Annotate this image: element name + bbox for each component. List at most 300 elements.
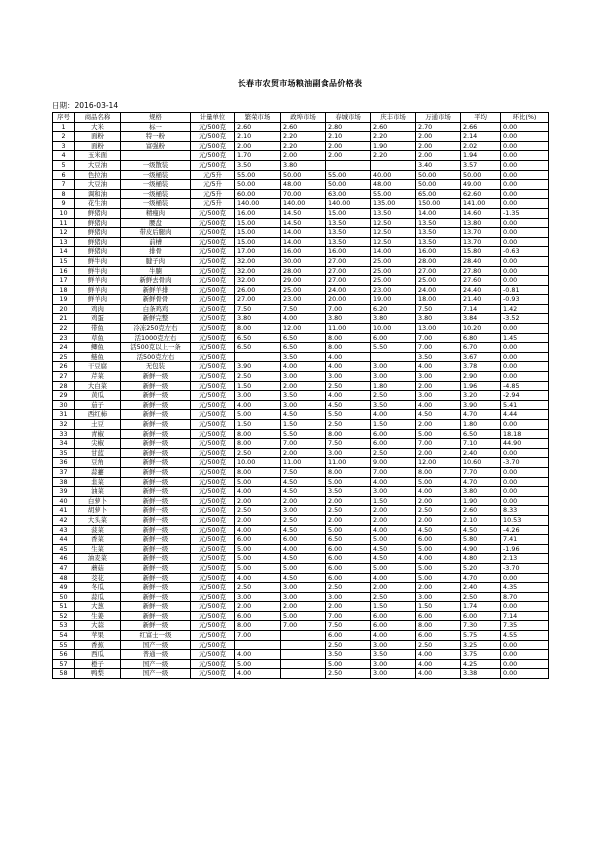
table-row — [53, 324, 549, 334]
unit-cell: 元/500克 — [191, 496, 235, 506]
price-zhengbu-cell: 4.50 — [281, 573, 326, 583]
price-qingfeng-cell: 5.00 — [371, 563, 416, 573]
price-fanrong-cell: 4.00 — [235, 400, 281, 410]
change-percent-cell: 0.00 — [501, 602, 549, 612]
table-row — [53, 352, 549, 362]
price-chuncheng-cell: 7.00 — [326, 304, 371, 314]
price-zhengbu-cell — [281, 659, 326, 669]
row-index-cell: 54 — [53, 631, 75, 641]
price-average-cell: 4.70 — [461, 573, 501, 583]
price-zhengbu-cell: 2.50 — [281, 515, 326, 525]
change-percent-cell: -0.93 — [501, 295, 549, 305]
spec-cell: 腱子肉 — [121, 256, 191, 266]
price-zhengbu-cell: 3.00 — [281, 400, 326, 410]
unit-cell: 元/500克 — [191, 611, 235, 621]
price-chuncheng-cell: 3.00 — [326, 448, 371, 458]
price-qingfeng-cell: 4.00 — [371, 525, 416, 535]
row-index-cell: 39 — [53, 487, 75, 497]
price-qingfeng-cell: 2.00 — [371, 506, 416, 516]
price-qingfeng-cell: 3.00 — [371, 659, 416, 669]
price-fanrong-cell: 32.00 — [235, 256, 281, 266]
row-index-cell: 50 — [53, 592, 75, 602]
spec-cell: 新鲜一级 — [121, 372, 191, 382]
price-average-cell: 3.78 — [461, 362, 501, 372]
spec-cell — [121, 151, 191, 161]
spec-cell: 新鲜一级 — [121, 429, 191, 439]
price-chuncheng-cell: 6.00 — [326, 563, 371, 573]
header-cell: 庆丰市场 — [371, 113, 416, 123]
price-average-cell: 10.20 — [461, 324, 501, 334]
row-index-cell: 15 — [53, 256, 75, 266]
product-name-cell: 茭花 — [75, 573, 121, 583]
price-chuncheng-cell: 20.00 — [326, 295, 371, 305]
unit-cell: 元/500克 — [191, 228, 235, 238]
price-average-cell: 7.30 — [461, 621, 501, 631]
spec-cell: 新鲜一级 — [121, 563, 191, 573]
change-percent-cell: 0.00 — [501, 659, 549, 669]
unit-cell: 元/500克 — [191, 266, 235, 276]
price-chuncheng-cell: 4.50 — [326, 400, 371, 410]
price-chuncheng-cell: 27.00 — [326, 266, 371, 276]
spec-cell: 精瘦肉 — [121, 208, 191, 218]
change-percent-cell: 0.00 — [501, 343, 549, 353]
price-chuncheng-cell: 6.50 — [326, 535, 371, 545]
change-percent-cell: 0.00 — [501, 266, 549, 276]
spec-cell: 国产一级 — [121, 669, 191, 679]
price-zhengbu-cell: 12.00 — [281, 324, 326, 334]
spec-cell: 新鲜一级 — [121, 515, 191, 525]
price-qingfeng-cell: 2.20 — [371, 151, 416, 161]
row-index-cell: 2 — [53, 132, 75, 142]
change-percent-cell: 8.33 — [501, 506, 549, 516]
spec-cell: 新鲜一级 — [121, 496, 191, 506]
change-percent-cell: 4.35 — [501, 583, 549, 593]
spec-cell: 新鲜一级 — [121, 506, 191, 516]
price-average-cell: 3.80 — [461, 487, 501, 497]
change-percent-cell: 0.00 — [501, 180, 549, 190]
price-average-cell: 2.40 — [461, 448, 501, 458]
price-average-cell: 1.90 — [461, 496, 501, 506]
spec-cell: 新鲜一级 — [121, 381, 191, 391]
price-qingfeng-cell: 4.50 — [371, 554, 416, 564]
price-qingfeng-cell: 40.00 — [371, 170, 416, 180]
price-chuncheng-cell: 5.00 — [326, 659, 371, 669]
table-row — [53, 218, 549, 228]
price-zhengbu-cell — [281, 650, 326, 660]
table-row — [53, 208, 549, 218]
price-average-cell: 5.75 — [461, 631, 501, 641]
price-wantong-cell: 150.00 — [416, 199, 461, 209]
spec-cell: 新鲜一级 — [121, 477, 191, 487]
product-name-cell: 蘑菇 — [75, 563, 121, 573]
spec-cell: 新鲜羊排 — [121, 285, 191, 295]
price-average-cell: 7.70 — [461, 467, 501, 477]
price-chuncheng-cell: 11.00 — [326, 458, 371, 468]
product-name-cell: 西瓜 — [75, 650, 121, 660]
header-cell: 计量单位 — [191, 113, 235, 123]
table-row — [53, 515, 549, 525]
row-index-cell: 16 — [53, 266, 75, 276]
header-cell: 规格 — [121, 113, 191, 123]
change-percent-cell: 0.00 — [501, 640, 549, 650]
change-percent-cell: 7.14 — [501, 611, 549, 621]
price-zhengbu-cell: 4.50 — [281, 410, 326, 420]
price-fanrong-cell: 32.00 — [235, 266, 281, 276]
change-percent-cell: 0.00 — [501, 487, 549, 497]
price-chuncheng-cell: 4.00 — [326, 391, 371, 401]
price-chuncheng-cell: 2.50 — [326, 669, 371, 679]
price-qingfeng-cell: 3.00 — [371, 372, 416, 382]
product-name-cell: 调和油 — [75, 189, 121, 199]
spec-cell: 富强粉 — [121, 141, 191, 151]
price-wantong-cell: 4.00 — [416, 487, 461, 497]
price-qingfeng-cell: 6.00 — [371, 611, 416, 621]
price-chuncheng-cell: 6.00 — [326, 573, 371, 583]
price-average-cell: 3.75 — [461, 650, 501, 660]
product-name-cell: 橙子 — [75, 659, 121, 669]
unit-cell: 元/500克 — [191, 285, 235, 295]
unit-cell: 元/500克 — [191, 237, 235, 247]
price-chuncheng-cell: 3.80 — [326, 314, 371, 324]
price-chuncheng-cell: 13.50 — [326, 218, 371, 228]
product-name-cell: 鲜牛肉 — [75, 256, 121, 266]
change-percent-cell: 4.55 — [501, 631, 549, 641]
unit-cell: 元/500克 — [191, 333, 235, 343]
product-name-cell: 鲜猪肉 — [75, 228, 121, 238]
product-name-cell: 玉米面 — [75, 151, 121, 161]
spec-cell: 新鲜去骨肉 — [121, 276, 191, 286]
price-chuncheng-cell: 11.00 — [326, 324, 371, 334]
price-average-cell: 1.80 — [461, 420, 501, 430]
price-chuncheng-cell: 3.00 — [326, 592, 371, 602]
spec-cell: 带皮后腿肉 — [121, 228, 191, 238]
price-fanrong-cell: 3.90 — [235, 362, 281, 372]
unit-cell: 元/5升 — [191, 199, 235, 209]
price-chuncheng-cell: 7.00 — [326, 611, 371, 621]
row-index-cell: 48 — [53, 573, 75, 583]
price-average-cell: 3.90 — [461, 400, 501, 410]
product-name-cell: 鲜猪肉 — [75, 218, 121, 228]
price-chuncheng-cell: 2.50 — [326, 381, 371, 391]
price-wantong-cell: 65.00 — [416, 189, 461, 199]
row-index-cell: 35 — [53, 448, 75, 458]
unit-cell: 元/500克 — [191, 458, 235, 468]
product-name-cell: 大豆油 — [75, 160, 121, 170]
row-index-cell: 20 — [53, 304, 75, 314]
price-zhengbu-cell: 2.00 — [281, 602, 326, 612]
price-wantong-cell: 50.00 — [416, 170, 461, 180]
price-zhengbu-cell: 6.50 — [281, 343, 326, 353]
row-index-cell: 27 — [53, 372, 75, 382]
table-row — [53, 496, 549, 506]
price-zhengbu-cell: 25.00 — [281, 285, 326, 295]
price-qingfeng-cell: 3.50 — [371, 650, 416, 660]
price-zhengbu-cell: 7.00 — [281, 621, 326, 631]
unit-cell: 元/500克 — [191, 410, 235, 420]
product-name-cell: 香菜 — [75, 535, 121, 545]
spec-cell: 特一粉 — [121, 132, 191, 142]
spec-cell: 国产一级 — [121, 640, 191, 650]
price-qingfeng-cell: 6.00 — [371, 333, 416, 343]
product-name-cell: 大米 — [75, 122, 121, 132]
price-qingfeng-cell: 19.00 — [371, 295, 416, 305]
price-average-cell: 3.25 — [461, 640, 501, 650]
price-zhengbu-cell — [281, 669, 326, 679]
price-average-cell: 1.74 — [461, 602, 501, 612]
spec-cell: 一级桶装 — [121, 170, 191, 180]
product-name-cell: 油麦菜 — [75, 554, 121, 564]
change-percent-cell: 0.00 — [501, 122, 549, 132]
price-fanrong-cell: 1.50 — [235, 420, 281, 430]
change-percent-cell: 0.00 — [501, 420, 549, 430]
table-body — [53, 122, 549, 678]
spec-cell: 新鲜一级 — [121, 410, 191, 420]
price-wantong-cell: 2.00 — [416, 132, 461, 142]
row-index-cell: 52 — [53, 611, 75, 621]
unit-cell: 元/500克 — [191, 583, 235, 593]
price-qingfeng-cell: 5.00 — [371, 535, 416, 545]
spec-cell: 新鲜一级 — [121, 391, 191, 401]
spec-cell: 一级桶装 — [121, 180, 191, 190]
row-index-cell: 33 — [53, 429, 75, 439]
price-chuncheng-cell: 5.50 — [326, 410, 371, 420]
price-zhengbu-cell: 2.00 — [281, 381, 326, 391]
price-qingfeng-cell: 4.00 — [371, 477, 416, 487]
price-zhengbu-cell: 6.00 — [281, 535, 326, 545]
price-zhengbu-cell: 4.50 — [281, 487, 326, 497]
spec-cell: 腰盘 — [121, 218, 191, 228]
change-percent-cell: 0.00 — [501, 132, 549, 142]
product-name-cell: 鲫鱼 — [75, 343, 121, 353]
unit-cell: 元/500克 — [191, 640, 235, 650]
table-row — [53, 391, 549, 401]
price-wantong-cell: 4.00 — [416, 400, 461, 410]
price-qingfeng-cell: 3.00 — [371, 362, 416, 372]
price-qingfeng-cell: 2.60 — [371, 122, 416, 132]
price-chuncheng-cell: 2.00 — [326, 496, 371, 506]
price-average-cell: 4.90 — [461, 544, 501, 554]
unit-cell: 元/500克 — [191, 276, 235, 286]
change-percent-cell: 0.00 — [501, 170, 549, 180]
spec-cell: 活1000克左右 — [121, 333, 191, 343]
product-name-cell: 大白菜 — [75, 381, 121, 391]
spec-cell: 新鲜一级 — [121, 525, 191, 535]
price-chuncheng-cell: 2.10 — [326, 132, 371, 142]
price-wantong-cell: 24.00 — [416, 285, 461, 295]
price-fanrong-cell: 8.00 — [235, 429, 281, 439]
product-name-cell: 胡萝卜 — [75, 506, 121, 516]
price-average-cell: 27.80 — [461, 266, 501, 276]
row-index-cell: 17 — [53, 276, 75, 286]
row-index-cell: 53 — [53, 621, 75, 631]
price-wantong-cell: 27.00 — [416, 266, 461, 276]
unit-cell: 元/500克 — [191, 420, 235, 430]
spec-cell: 新鲜一级 — [121, 448, 191, 458]
price-wantong-cell: 4.00 — [416, 659, 461, 669]
price-chuncheng-cell: 7.50 — [326, 621, 371, 631]
change-percent-cell: -1.35 — [501, 208, 549, 218]
change-percent-cell: 0.00 — [501, 276, 549, 286]
spec-cell: 新鲜完整 — [121, 314, 191, 324]
header-cell: 序号 — [53, 113, 75, 123]
price-fanrong-cell: 2.10 — [235, 132, 281, 142]
change-percent-cell: 0.00 — [501, 237, 549, 247]
price-qingfeng-cell: 23.00 — [371, 285, 416, 295]
unit-cell: 元/500克 — [191, 659, 235, 669]
product-name-cell: 甘蓝 — [75, 448, 121, 458]
price-wantong-cell: 6.00 — [416, 611, 461, 621]
change-percent-cell: 44.90 — [501, 439, 549, 449]
price-fanrong-cell: 3.80 — [235, 314, 281, 324]
price-average-cell: 4.70 — [461, 410, 501, 420]
table-row — [53, 151, 549, 161]
price-fanrong-cell: 2.50 — [235, 583, 281, 593]
table-row — [53, 640, 549, 650]
price-average-cell: 10.60 — [461, 458, 501, 468]
table-row — [53, 467, 549, 477]
unit-cell: 元/500克 — [191, 151, 235, 161]
row-index-cell: 11 — [53, 218, 75, 228]
row-index-cell: 44 — [53, 535, 75, 545]
price-chuncheng-cell: 27.00 — [326, 276, 371, 286]
change-percent-cell: -3.52 — [501, 314, 549, 324]
price-chuncheng-cell: 63.00 — [326, 189, 371, 199]
product-name-cell: 生姜 — [75, 611, 121, 621]
row-index-cell: 13 — [53, 237, 75, 247]
product-name-cell: 鲜猪肉 — [75, 208, 121, 218]
price-qingfeng-cell: 1.50 — [371, 420, 416, 430]
price-zhengbu-cell: 14.50 — [281, 218, 326, 228]
price-qingfeng-cell: 6.00 — [371, 429, 416, 439]
price-fanrong-cell: 2.50 — [235, 506, 281, 516]
unit-cell: 元/500克 — [191, 467, 235, 477]
row-index-cell: 37 — [53, 467, 75, 477]
price-fanrong-cell: 27.00 — [235, 295, 281, 305]
product-name-cell: 鲜羊肉 — [75, 295, 121, 305]
price-fanrong-cell: 17.00 — [235, 247, 281, 257]
price-wantong-cell: 6.00 — [416, 535, 461, 545]
price-zhengbu-cell: 4.00 — [281, 544, 326, 554]
price-qingfeng-cell: 2.50 — [371, 391, 416, 401]
table-row — [53, 400, 549, 410]
spec-cell: 白条鸡鸡 — [121, 304, 191, 314]
price-chuncheng-cell: 4.00 — [326, 362, 371, 372]
spec-cell: 新鲜一级 — [121, 535, 191, 545]
table-row — [53, 247, 549, 257]
price-wantong-cell: 50.00 — [416, 180, 461, 190]
price-zhengbu-cell: 5.00 — [281, 611, 326, 621]
spec-cell: 新鲜一级 — [121, 611, 191, 621]
price-average-cell: 2.14 — [461, 132, 501, 142]
table-row — [53, 525, 549, 535]
unit-cell: 元/5升 — [191, 189, 235, 199]
price-zhengbu-cell: 4.00 — [281, 362, 326, 372]
price-wantong-cell: 2.00 — [416, 448, 461, 458]
price-fanrong-cell: 2.50 — [235, 448, 281, 458]
price-qingfeng-cell: 25.00 — [371, 276, 416, 286]
price-average-cell: 5.20 — [461, 563, 501, 573]
product-name-cell: 油菜 — [75, 487, 121, 497]
price-zhengbu-cell: 48.00 — [281, 180, 326, 190]
price-average-cell: 1.96 — [461, 381, 501, 391]
price-zhengbu-cell: 7.50 — [281, 467, 326, 477]
price-qingfeng-cell: 48.00 — [371, 180, 416, 190]
price-fanrong-cell: 4.00 — [235, 525, 281, 535]
price-average-cell: 14.60 — [461, 208, 501, 218]
price-zhengbu-cell: 7.50 — [281, 304, 326, 314]
price-wantong-cell: 8.00 — [416, 621, 461, 631]
price-fanrong-cell: 15.00 — [235, 237, 281, 247]
price-average-cell: 7.10 — [461, 439, 501, 449]
price-average-cell: 27.60 — [461, 276, 501, 286]
table-row — [53, 170, 549, 180]
row-index-cell: 32 — [53, 420, 75, 430]
price-wantong-cell: 2.00 — [416, 151, 461, 161]
table-row — [53, 199, 549, 209]
price-wantong-cell: 7.00 — [416, 439, 461, 449]
product-name-cell: 茄子 — [75, 400, 121, 410]
price-chuncheng-cell — [326, 160, 371, 170]
spec-cell: 新鲜一级 — [121, 458, 191, 468]
price-qingfeng-cell: 2.00 — [371, 515, 416, 525]
price-average-cell: 49.00 — [461, 180, 501, 190]
product-name-cell: 鸭梨 — [75, 669, 121, 679]
price-zhengbu-cell: 16.00 — [281, 247, 326, 257]
unit-cell: 元/500克 — [191, 515, 235, 525]
product-name-cell: 鲜牛肉 — [75, 266, 121, 276]
row-index-cell: 42 — [53, 515, 75, 525]
price-wantong-cell: 5.00 — [416, 477, 461, 487]
price-zhengbu-cell: 2.20 — [281, 132, 326, 142]
table-row — [53, 228, 549, 238]
price-fanrong-cell: 5.00 — [235, 410, 281, 420]
header-cell: 政埠市场 — [281, 113, 326, 123]
product-name-cell: 白萝卜 — [75, 496, 121, 506]
price-chuncheng-cell: 7.50 — [326, 439, 371, 449]
spec-cell: 冷冻250克左右 — [121, 324, 191, 334]
price-zhengbu-cell: 2.00 — [281, 448, 326, 458]
price-zhengbu-cell: 29.00 — [281, 276, 326, 286]
product-name-cell: 青椒 — [75, 429, 121, 439]
row-index-cell: 19 — [53, 295, 75, 305]
price-average-cell: 2.60 — [461, 506, 501, 516]
price-qingfeng-cell: 55.00 — [371, 189, 416, 199]
row-index-cell: 8 — [53, 189, 75, 199]
change-percent-cell: 10.53 — [501, 515, 549, 525]
row-index-cell: 14 — [53, 247, 75, 257]
price-zhengbu-cell: 30.00 — [281, 256, 326, 266]
row-index-cell: 21 — [53, 314, 75, 324]
price-chuncheng-cell: 6.00 — [326, 554, 371, 564]
spec-cell: 新鲜一级 — [121, 592, 191, 602]
price-average-cell: 4.25 — [461, 659, 501, 669]
spec-cell: 排骨 — [121, 247, 191, 257]
price-average-cell: 3.57 — [461, 160, 501, 170]
price-wantong-cell: 13.50 — [416, 237, 461, 247]
price-qingfeng-cell: 1.90 — [371, 141, 416, 151]
table-row — [53, 256, 549, 266]
price-average-cell: 3.38 — [461, 669, 501, 679]
price-qingfeng-cell: 13.50 — [371, 208, 416, 218]
table-row — [53, 669, 549, 679]
price-fanrong-cell: 5.00 — [235, 477, 281, 487]
price-fanrong-cell: 3.00 — [235, 592, 281, 602]
row-index-cell: 3 — [53, 141, 75, 151]
product-name-cell: 鸡蛋 — [75, 314, 121, 324]
price-zhengbu-cell — [281, 631, 326, 641]
price-qingfeng-cell: 12.50 — [371, 228, 416, 238]
price-chuncheng-cell: 15.00 — [326, 208, 371, 218]
